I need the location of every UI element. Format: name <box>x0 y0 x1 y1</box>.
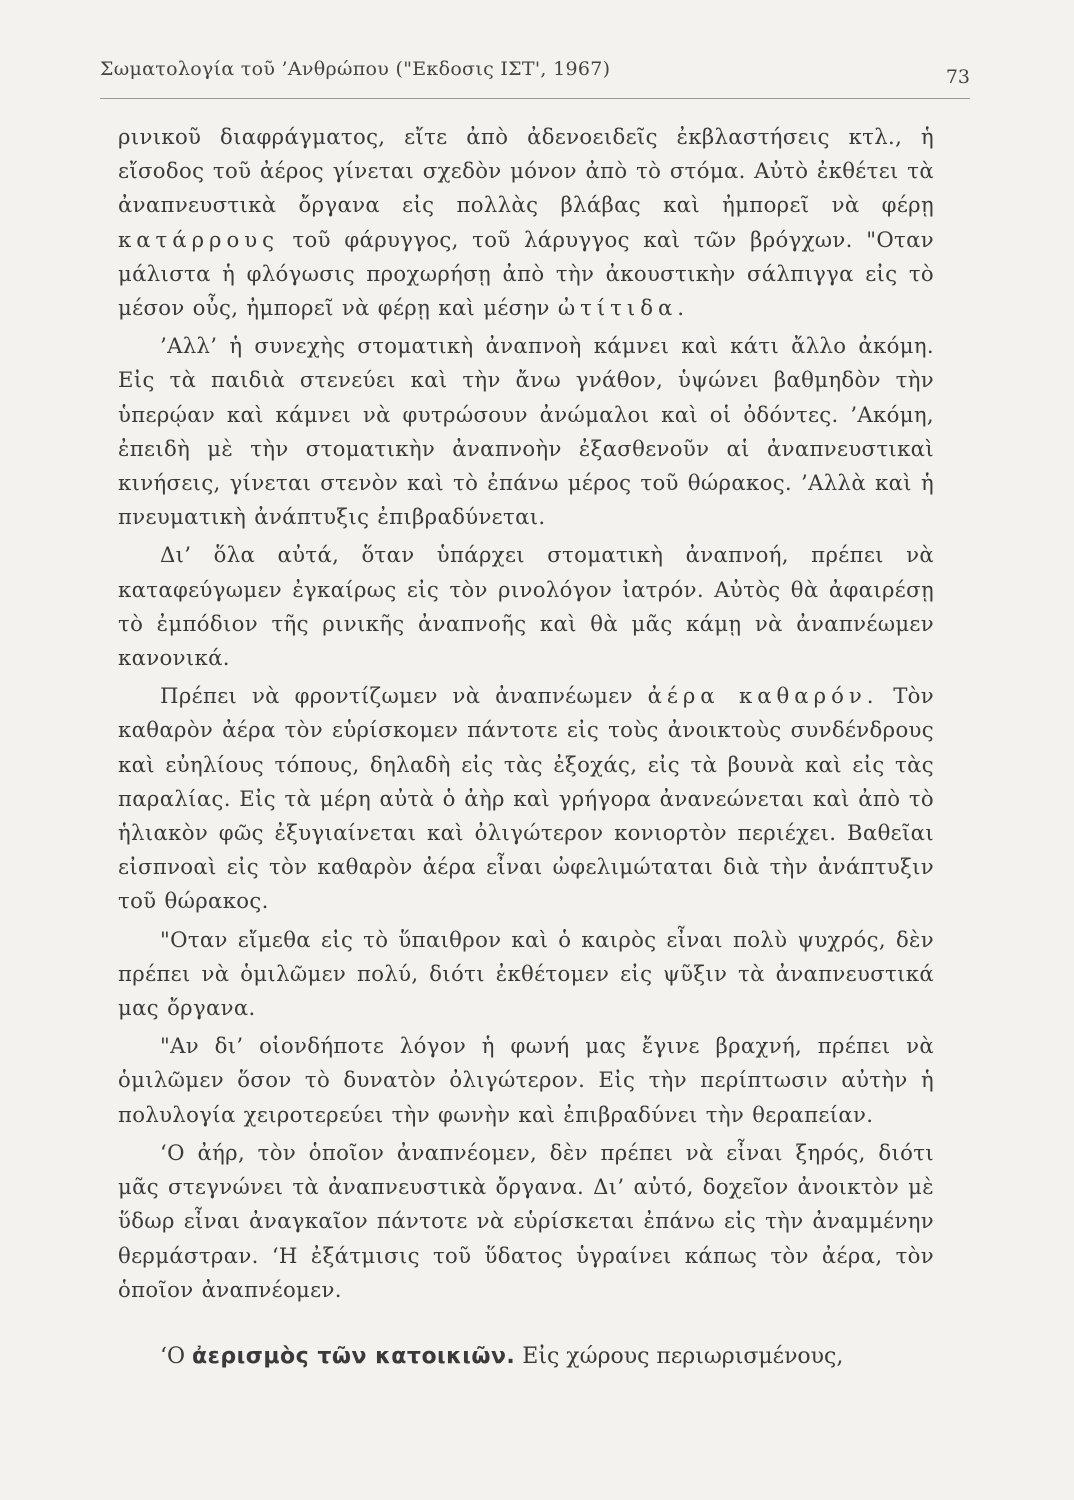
paragraph <box>118 1029 934 1132</box>
paragraph <box>118 679 934 918</box>
text-run: ρινικοῦ διαφράγματος, εἴτε ἀπὸ ἀδενοειδεῖς ἐκβλαστήσεις κτλ., ἡ εἴσοδος τοῦ ἀέρος γίνεται σχεδὸν μόνον ἀπὸ τὸ στόμα. Αὐτὸ ἐκθέτει τὰ ἀναπνευστικὰ ὄργανα εἰς πολλὰς βλάβας καὶ ἠμπορεῖ νὰ φέρῃ <box>118 124 934 218</box>
text-run: "Οταν εἴμεθα εἰς τὸ ὕπαιθρον καὶ ὁ καιρὸς εἶναι πολὺ ψυχρός, δὲν πρέπει νὰ ὁμιλῶμεν πολύ, διότι ἐκθέτομεν εἰς ψῦξιν τὰ ἀναπνευστικά μας ὄργανα. <box>118 926 934 1021</box>
paragraph <box>118 538 934 675</box>
text-run: "Αν δι’ οἱονδήποτε λόγον ἡ φωνή μας ἔγινε βραχνή, πρέπει νὰ ὁμιλῶμεν ὅσον τὸ δυνατὸν ὀλιγώτερον. Εἰς τὴν περίπτωσιν αὐτὴν ἡ πολυλογία χειροτερεύει τὴν φωνὴν καὶ ἐπιβραδύνει τὴν θεραπείαν. <box>118 1033 934 1127</box>
running-title: Σωματολογία τοῦ ’Ανθρώπου ("Εκδοσις ΙΣΤ', 1967) <box>100 58 611 80</box>
header-rule <box>100 98 970 99</box>
text-run: Τὸν καθαρὸν ἀέρα τὸν εὑρίσκομεν πάντοτε εἰς τοὺς ἀνοικτοὺς συνδένδρους καὶ εὐηλίους τόπους, δηλαδὴ εἰς τὰς ἐξοχάς, εἰς τὰ βουνὰ καὶ εἰς τὰς παραλίας. Εἰς τὰ μέρη αὐτὰ ὁ ἀὴρ καὶ γρήγορα ἀνανεώνεται καὶ ἀπὸ τὸ ἡλιακὸν φῶς ἐξυγιαίνεται καὶ ὀλιγώτερον κονιορτὸν περιέχει. Βαθεῖαι εἰσπνοαὶ εἰς τὸν καθαρὸν ἀέρα εἶναι ὠφελιμώταται διὰ τὴν ἀνάπτυξιν τοῦ θώρακος. <box>118 683 935 914</box>
text-run: Πρέπει νὰ φροντίζωμεν νὰ ἀναπνέωμεν <box>160 683 648 709</box>
section-article: ‘Ο <box>160 1344 186 1369</box>
body-text <box>118 120 934 1311</box>
paragraph <box>118 329 934 534</box>
emphasized-term: ὠτίτιδα. <box>557 295 689 321</box>
paragraph <box>118 120 934 325</box>
running-head <box>100 58 970 98</box>
paragraph <box>118 923 934 1026</box>
text-run: ‘Ο ἀήρ, τὸν ὁποῖον ἀναπνέομεν, δὲν πρέπει νὰ εἶναι ξηρός, διότι μᾶς στεγνώνει τὰ ἀναπνευστικὰ ὄργανα. Δι’ αὐτό, δοχεῖον ἀνοικτὸν μὲ ὕδωρ εἶναι ἀναγκαῖον πάντοτε νὰ εὑρίσκεται ἐπάνω εἰς τὴν ἀναμμένην θερμάστραν. ‘Η ἐξάτμισις τοῦ ὕδατος ὑγραίνει κάπως τὸν ἀέρα, τὸν ὁποῖον ἀναπνέομεν. <box>118 1139 934 1302</box>
paragraph <box>118 1136 934 1307</box>
section-heading-line <box>160 1340 936 1374</box>
emphasized-term: ἀέρα καθαρόν. <box>647 683 879 709</box>
section-heading: ἀερισμὸς τῶν κατοικιῶν. <box>192 1344 516 1369</box>
text-run: ’Αλλ’ ἡ συνεχὴς στοματικὴ ἀναπνοὴ κάμνει καὶ κάτι ἄλλο ἀκόμη. Εἰς τὰ παιδιὰ στενεύει καὶ τὴν ἄνω γνάθον, ὑψώνει βαθμηδὸν τὴν ὑπερῴαν καὶ κάμνει νὰ φυτρώσουν ἀνώμαλοι καὶ οἱ ὀδόντες. ’Ακόμη, ἐπειδὴ μὲ τὴν στοματικὴν ἀναπνοὴν ἐξασθενοῦν αἱ ἀναπνευστικαὶ κινήσεις, γίνεται στενὸν καὶ τὸ ἐπάνω μέρος τοῦ θώρακος. ’Αλλὰ καὶ ἡ πνευματικὴ ἀνάπτυξις ἐπιβραδύνεται. <box>118 333 934 530</box>
page-number: 73 <box>945 66 970 88</box>
text-run: τοῦ φάρυγγος, τοῦ λάρυγγος καὶ τῶν βρόγχων. "Οταν μάλιστα ἡ φλόγωσις προχωρήσῃ ἀπὸ τὴν ἀκουστικὴν σάλπιγγα εἰς τὸ μέσον οὖς, ἠμπορεῖ νὰ φέρῃ καὶ μέσην <box>118 226 934 321</box>
text-run: Δι’ ὅλα αὐτά, ὅταν ὑπάρχει στοματικὴ ἀναπνοή, πρέπει νὰ καταφεύγωμεν ἐγκαίρως εἰς τὸν ρινολόγον ἰατρόν. Αὐτὸς θὰ ἀφαιρέσῃ τὸ ἐμπόδιον τῆς ρινικῆς ἀναπνοῆς καὶ θὰ μᾶς κάμῃ νὰ ἀναπνέωμεν κανονικά. <box>118 542 934 671</box>
emphasized-term: κατάρρους <box>118 226 279 252</box>
section-continuation: Εἰς χώρους περιωρισμένους, <box>522 1344 844 1369</box>
